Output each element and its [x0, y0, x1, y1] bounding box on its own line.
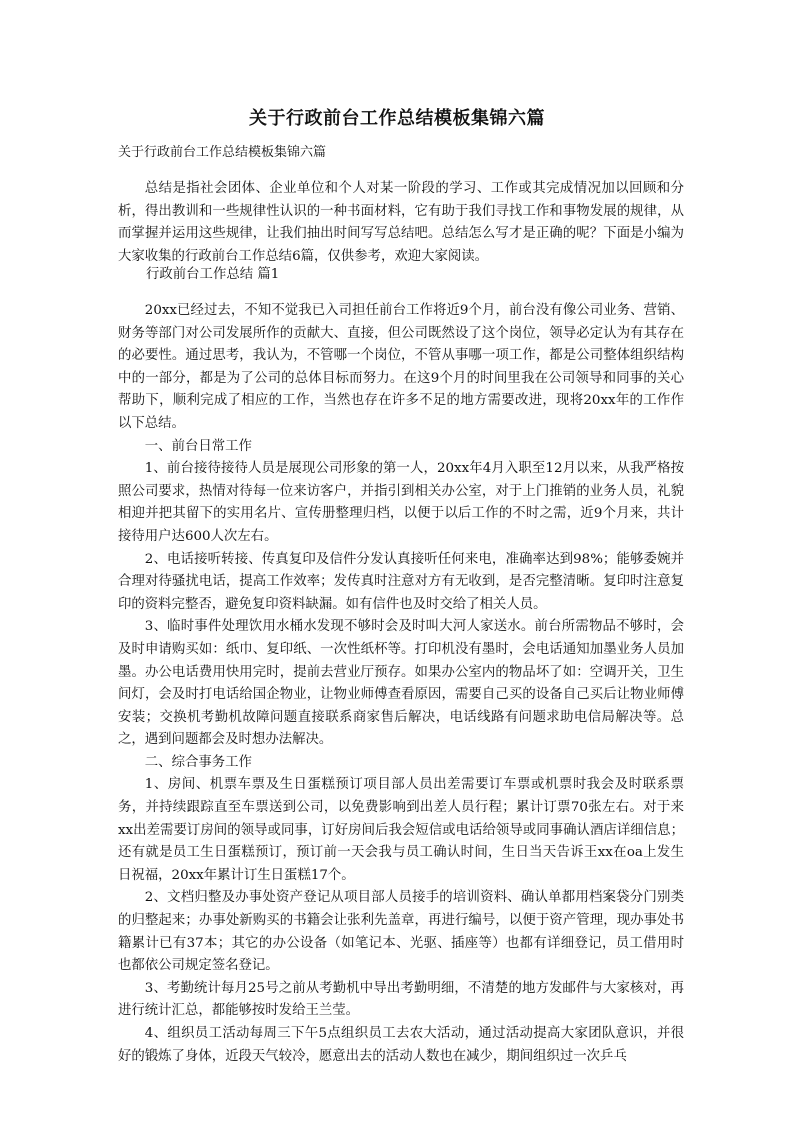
paragraph-activities: 4、组织员工活动每周三下午5点组织员工去农大活动，通过活动提高大家团队意识，并很好的锻炼了身体，近段天气较冷，愿意出去的活动人数也在减少，期间组织过一次乒乓	[118, 1026, 684, 1064]
heading-general-affairs: 二、综合事务工作	[144, 754, 252, 770]
paragraph-1: 20xx已经过去，不知不觉我已入司担任前台工作将近9个月，前台没有像公司业务、营销、财务等部门对公司发展所作的贡献大、直接，但公司既然设了这个岗位，领导必定认为有其存在的必要性。通过思考，我认为，不管哪一个岗位，不管从事哪一项工作，都是公司整体组织结构中的一部分，都是为了公司的总体目标而努力。在这9个月的时间里我在公司领导和同事的关心帮助下，顺利完成了相应的工作，当然也存在许多不足的地方需要改进，现将20xx年的工作作以下总结。	[118, 303, 684, 431]
paragraph-reception: 1、前台接待接待人员是展现公司形象的第一人，20xx年4月入职至12月以来，从我严格按照公司要求，热情对待每一位来访客户，并指引到相关办公室，对于上门推销的业务人员，礼貌相迎并把其留下的实用名片、宣传册整理归档，以便于以后工作的不时之需，近9个月来，共计接待用户达600人次左右。	[118, 461, 684, 544]
paragraph-documents: 2、文档归整及办事处资产登记从项目部人员接手的培训资料、确认单都用档案袋分门别类的归整起来；办事处新购买的书籍会让张利先盖章，再进行编号，以便于资产管理，现办事处书籍累计已有37本；其它的办公设备（如笔记本、光驱、插座等）也都有详细登记，员工借用时也都依公司规定签名登记。	[118, 890, 684, 974]
paragraph-temporary-events: 3、临时事件处理饮用水桶水发现不够时会及时叫大河人家送水。前台所需物品不够时，会及时申请购买如：纸巾、复印纸、一次性纸杯等。打印机没有墨时，会电话通知加墨业务人员加墨。办公电话费用快用完时，提前去营业厅预存。如果办公室内的物品坏了如：空调开关，卫生间灯，会及时打电话给国企物业，让物业师傅查看原因，需要自己买的设备自己买后让物业师傅安装；交换机考勤机故障问题直接联系商家售后解决，电话线路有问题求助电信局解决等。总之，遇到问题都会及时想办法解决。	[118, 619, 684, 748]
document-title: 关于行政前台工作总结模板集锦六篇	[249, 108, 545, 129]
intro-paragraph: 总结是指社会团体、企业单位和个人对某一阶段的学习、工作或其完成情况加以回顾和分析，得出教训和一些规律性认识的一种书面材料，它有助于我们寻找工作和事物发展的规律，从而掌握并运用这些规律，让我们抽出时间写写总结吧。总结怎么写才是正确的呢？下面是小编为大家收集的行政前台工作总结6篇，仅供参考，欢迎大家阅读。	[118, 181, 684, 264]
document-subtitle: 关于行政前台工作总结模板集锦六篇	[118, 145, 327, 160]
section-title: 行政前台工作总结 篇1	[146, 267, 280, 282]
paragraph-booking: 1、房间、机票车票及生日蛋糕预订项目部人员出差需要订车票或机票时我会及时联系票务，并持续跟踪直至车票送到公司，以免费影响到出差人员行程；累计订票70张左右。对于来xx出差需要订房间的领导或同事，订好房间后我会短信或电话给领导或同事确认酒店详细信息；还有就是员工生日蛋糕预订，预订前一天会我与员工确认时间，生日当天告诉王xx在oa上发生日祝福，20xx年累计订生日蛋糕17个。	[118, 777, 684, 883]
paragraph-phone: 2、电话接听转接、传真复印及信件分发认真接听任何来电，准确率达到98%；能够委婉并合理对待骚扰电话，提高工作效率；发传真时注意对方有无收到，是否完整清晰。复印时注意复印的资料完整否，避免复印资料缺漏。如有信件也及时交给了相关人员。	[118, 551, 684, 612]
heading-daily-work: 一、前台日常工作	[144, 438, 252, 454]
intro-section	[118, 178, 684, 268]
body-section	[118, 300, 684, 1068]
paragraph-attendance: 3、考勤统计每月25号之前从考勤机中导出考勤明细，不清楚的地方发邮件与大家核对，再进行统计汇总，都能够按时发给王兰莹。	[118, 980, 684, 1019]
